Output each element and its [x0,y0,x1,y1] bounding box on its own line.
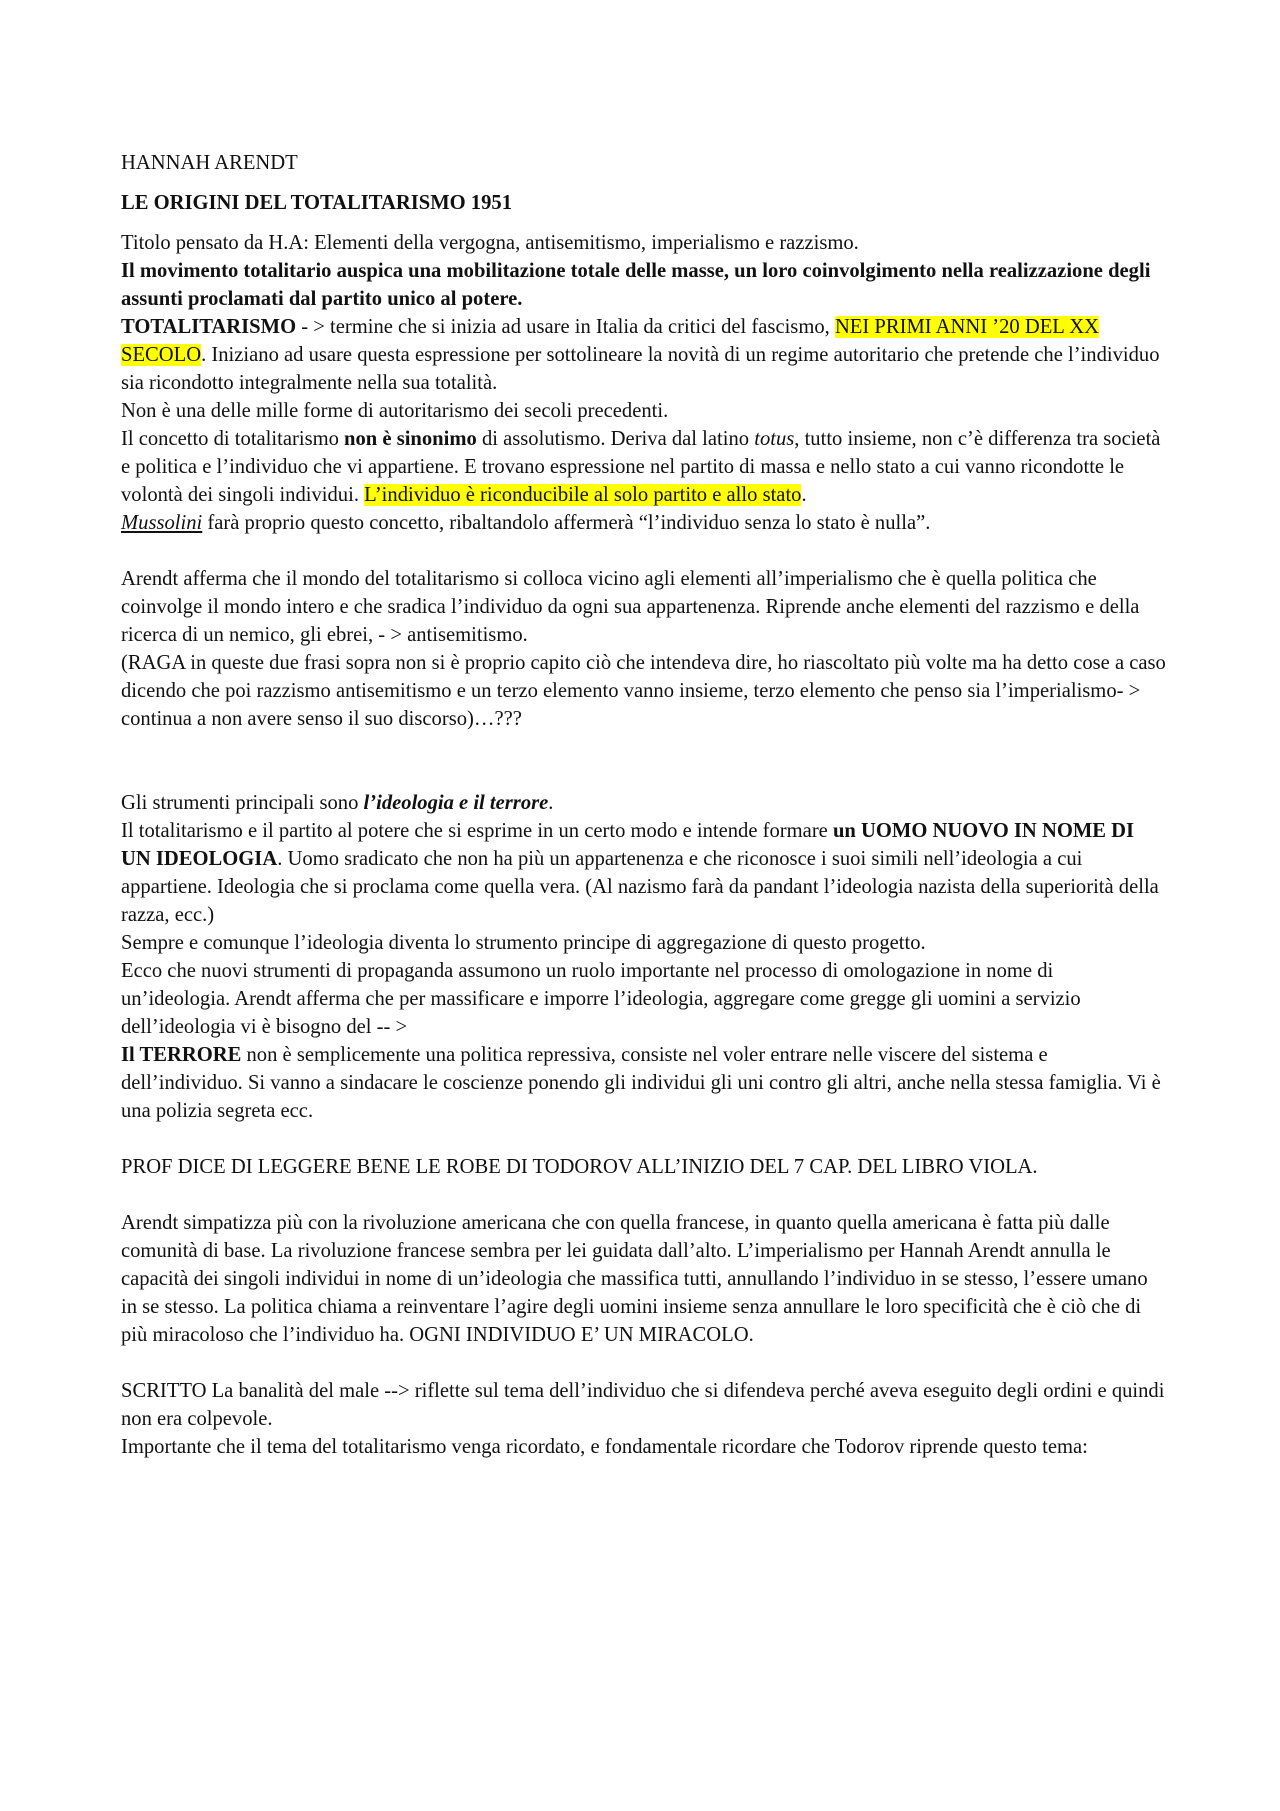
paragraph-banalita: SCRITTO La banalità del male --> riflette sul tema dell’individuo che si difendeva perché aveva eseguito degli ordini e quindi non era colpevole. [121,1380,1165,1430]
paragraph-propaganda: Ecco che nuovi strumenti di propaganda assumono un ruolo importante nel processo di omologazione in nome di un’ideologia. Arendt afferma che per massificare e imporre l’ideologia, aggregare come gregge gli uomini a servizio dell’ideologia vi è bisogno del -- > [121,960,1081,1038]
paragraph-uomo-nuovo: Il totalitarismo e il partito al potere che si esprime in un certo modo e intende formare un UOMO NUOVO IN NOME DI UN IDEOLOGIA. Uomo sradicato che non ha più un appartenenza e che riconosce i suoi simili nell’ideologia a cui appartiene. Ideologia che si proclama come quella vera. (Al nazismo farà da pandant l’ideologia nazista della superiorità della razza, ecc.) [121,820,1159,926]
highlight-individuo: L’individuo è riconducibile al solo partito e allo stato [364,484,802,506]
document-page [121,149,1166,1461]
paragraph-movement: Il movimento totalitario auspica una mobilitazione totale delle masse, un loro coinvolgimento nella realizzazione degli assunti proclamati dal partito unico al potere. [121,260,1151,310]
paragraph-note-raga: (RAGA in queste due frasi sopra non si è proprio capito ciò che intendeva dire, ho riascoltato più volte ma ha detto cose a caso dicendo che poi razzismo antisemitismo e un terzo elemento vanno insieme, terzo elemento che penso sia l’imperialismo- > continua a non avere senso il suo discorso)…??? [121,652,1166,730]
paragraph-prof-note: PROF DICE DI LEGGERE BENE LE ROBE DI TODOROV ALL’INIZIO DEL 7 CAP. DEL LIBRO VIOLA. [121,1156,1038,1178]
author-heading: HANNAH ARENDT [121,152,298,174]
paragraph-autoritarismo: Non è una delle mille forme di autoritarismo dei secoli precedenti. [121,400,669,422]
paragraph-imperialismo: Arendt afferma che il mondo del totalitarismo si colloca vicino agli elementi all’imperialismo che è quella politica che coinvolge il mondo intero e che sradica l’individuo da ogni sua appartenenza. Riprende anche elementi del razzismo e della ricerca di un nemico, gli ebrei, - > antisemitismo. [121,568,1140,646]
paragraph-ideologia: Sempre e comunque l’ideologia diventa lo strumento principe di aggregazione di questo progetto. [121,932,926,954]
paragraph-strumenti: Gli strumenti principali sono l’ideologia e il terrore. [121,792,554,814]
term-totalitarismo: TOTALITARISMO [121,316,297,338]
paragraph-mussolini: Mussolini farà proprio questo concetto, ribaltandolo affermerà “l’individuo senza lo stato è nulla”. [121,512,931,534]
paragraph-terrore: Il TERRORE non è semplicemente una politica repressiva, consiste nel voler entrare nelle viscere del sistema e dell’individuo. Si vanno a sindacare le coscienze ponendo gli individui gli uni contro gli altri, anche nella stessa famiglia. Vi è una polizia segreta ecc. [121,1044,1161,1122]
name-mussolini: Mussolini [121,512,203,534]
document-title: LE ORIGINI DEL TOTALITARISMO 1951 [121,192,512,214]
paragraph-todorov: Importante che il tema del totalitarismo venga ricordato, e fondamentale ricordare che Todorov riprende questo tema: [121,1436,1088,1458]
paragraph-concetto: Il concetto di totalitarismo non è sinonimo di assolutismo. Deriva dal latino totus, tutto insieme, non c’è differenza tra società e politica e l’individuo che vi appartiene. E trovano espressione nel partito di massa e nello stato a cui vanno ricondotte le volontà dei singoli individui. L’individuo è riconducibile al solo partito e allo stato. [121,428,1161,506]
paragraph-rivoluzione: Arendt simpatizza più con la rivoluzione americana che con quella francese, in quanto quella americana è fatta più dalle comunità di base. La rivoluzione francese sembra per lei guidata dall’alto. L’imperialismo per Hannah Arendt annulla le capacità dei singoli individui in nome di un’ideologia che massifica tutti, annullando l’individuo in se stesso, l’essere umano in se stesso. La politica chiama a reinventare l’agire degli uomini insieme senza annullare le loro specificità che è ciò che di più miracoloso che l’individuo ha. OGNI INDIVIDUO E’ UN MIRACOLO. [121,1212,1148,1346]
paragraph-totalitarismo: TOTALITARISMO - > termine che si inizia ad usare in Italia da critici del fascismo, NEI PRIMI ANNI ’20 DEL XX SECOLO. Iniziano ad usare questa espressione per sottolineare la novità di un regime autoritario che pretende che l’individuo sia ricondotto integralmente nella sua totalità. [121,316,1160,394]
paragraph-original-title: Titolo pensato da H.A: Elementi della vergogna, antisemitismo, imperialismo e razzismo. [121,232,859,254]
highlight-date: NEI PRIMI ANNI ’20 DEL XX SECOLO [121,316,1100,366]
